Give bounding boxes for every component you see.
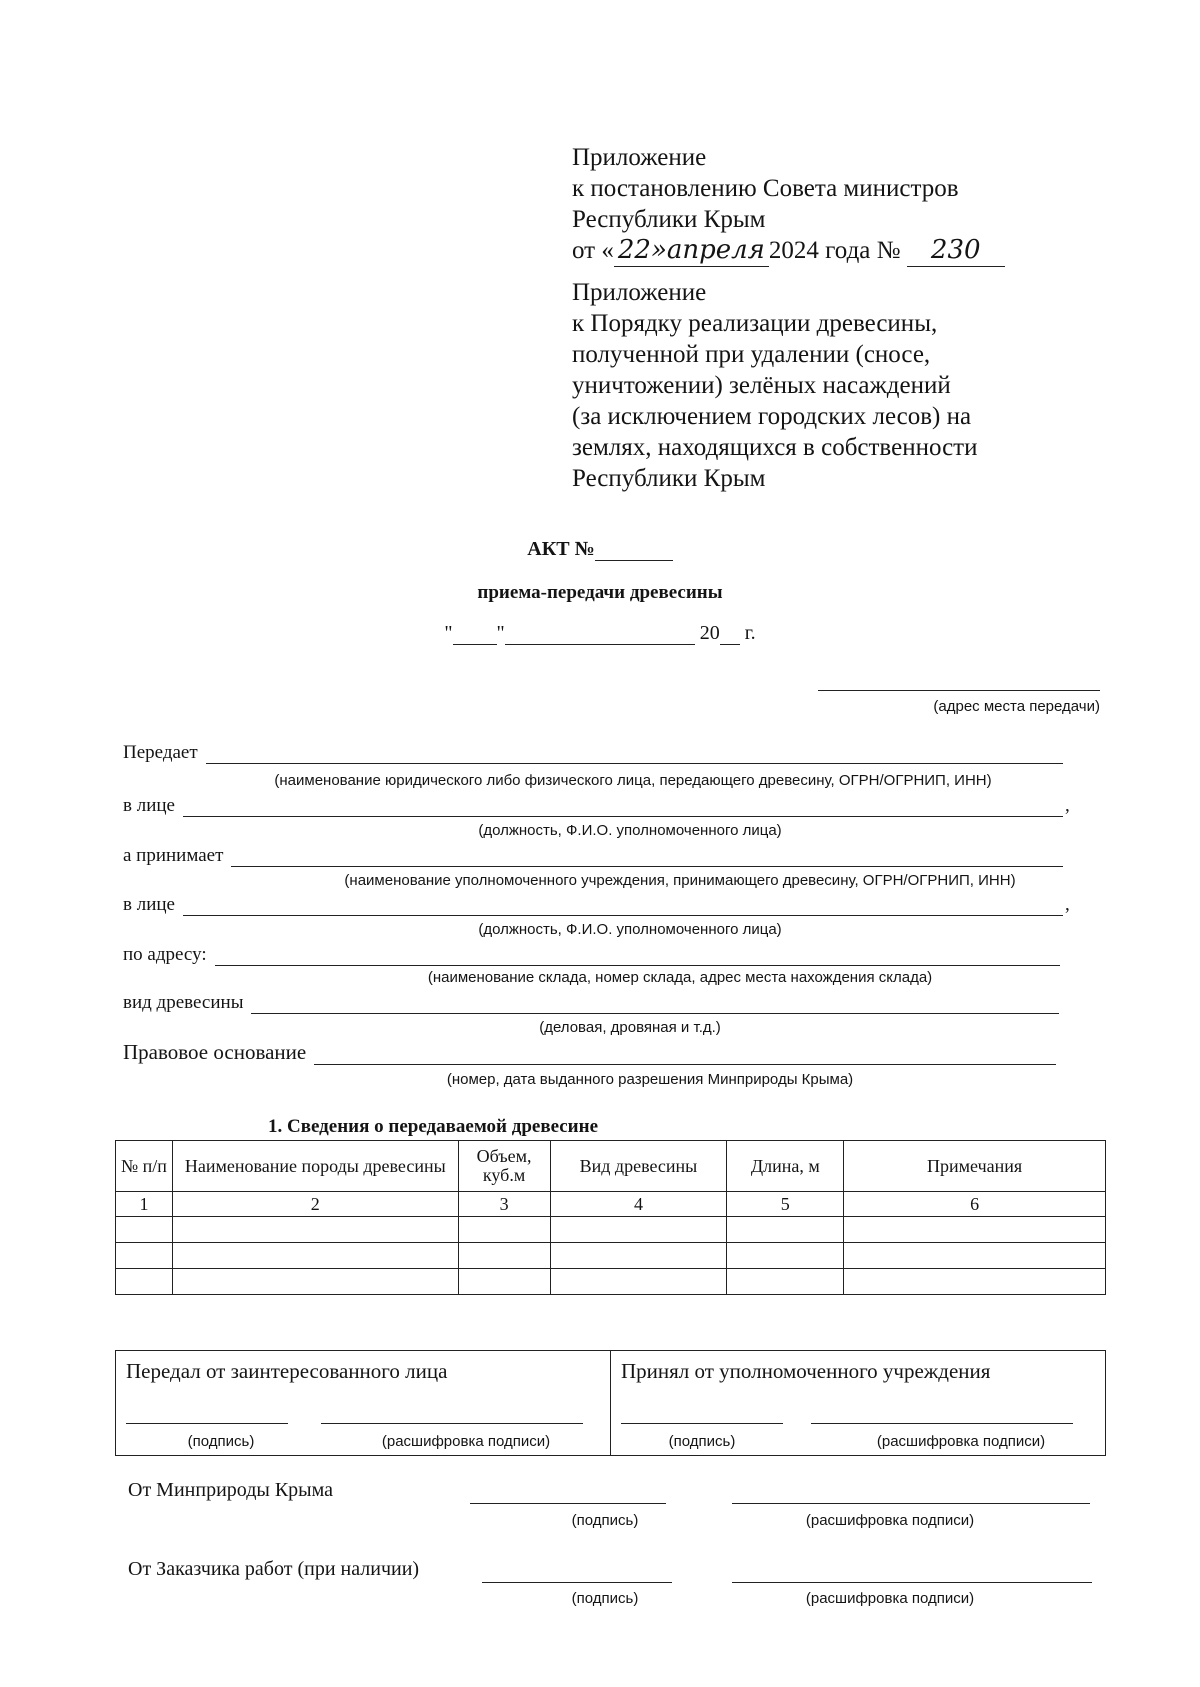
table-cell[interactable]	[116, 1243, 173, 1269]
person2-row: в лице ,	[123, 894, 1070, 915]
address-field[interactable]	[215, 945, 1060, 966]
order-ref-line: (за исключением городских лесов) на	[572, 403, 972, 430]
order-ref-line: Республики Крым	[572, 465, 766, 492]
col-header-volume: Объем, куб.м	[458, 1141, 550, 1192]
handwritten-number: 230	[907, 235, 1005, 267]
transfers-field[interactable]	[206, 743, 1063, 764]
wood-type-caption: (деловая, дровяная и т.д.)	[539, 1019, 721, 1036]
person2-caption: (должность, Ф.И.О. уполномоченного лица)	[478, 921, 782, 938]
person-caption: (должность, Ф.И.О. уполномоченного лица)	[478, 822, 782, 839]
right-sign-field[interactable]	[621, 1423, 783, 1424]
section-title: 1. Сведения о передаваемой древесине	[268, 1116, 599, 1137]
address-caption: (наименование склада, номер склада, адрес места нахождения склада)	[427, 969, 933, 986]
col-number: 2	[172, 1192, 458, 1217]
table-row	[116, 1269, 1106, 1295]
col-number: 6	[844, 1192, 1106, 1217]
col-header-number: № п/п	[116, 1141, 173, 1192]
appendix-region: Республики Крым	[572, 206, 766, 233]
left-decode-field[interactable]	[321, 1423, 583, 1424]
table-cell[interactable]	[458, 1243, 550, 1269]
order-ref-line: полученной при удалении (сносе,	[572, 341, 931, 368]
customer-label: От Заказчика работ (при наличии)	[128, 1558, 420, 1580]
signature-right-column	[610, 1351, 1105, 1455]
ministry-decode-caption: (расшифровка подписи)	[805, 1512, 975, 1529]
appendix-ref: к постановлению Совета министров	[572, 175, 959, 202]
col-number: 1	[116, 1192, 173, 1217]
signature-left-column	[116, 1351, 610, 1455]
table-row	[116, 1243, 1106, 1269]
transfers-caption: (наименование юридического либо физического лица, передающего древесину, ОГРН/ОГРНИП, ИНН)	[274, 772, 992, 789]
date-day-field[interactable]	[453, 644, 497, 645]
col-number: 5	[727, 1192, 844, 1217]
right-decode-caption: (расшифровка подписи)	[876, 1433, 1046, 1450]
legal-basis-row: Правовое основание	[123, 1040, 1056, 1065]
act-title: АКТ №	[0, 538, 1200, 561]
table-cell[interactable]	[550, 1269, 727, 1295]
signature-box	[115, 1350, 1106, 1456]
table-cell[interactable]	[550, 1217, 727, 1243]
act-subtitle: приема-передачи древесины	[477, 582, 723, 603]
address-row: по адресу:	[123, 944, 1060, 966]
person-field[interactable]	[183, 796, 1063, 817]
appendix-label: Приложение	[572, 144, 707, 171]
col-number: 4	[550, 1192, 727, 1217]
ministry-decode-field[interactable]	[732, 1503, 1090, 1504]
table-cell[interactable]	[844, 1243, 1106, 1269]
order-ref-line: к Порядку реализации древесины,	[572, 310, 938, 337]
signature-left-heading: Передал от заинтересованного лица	[126, 1359, 448, 1383]
table-cell[interactable]	[550, 1243, 727, 1269]
transfer-address-field[interactable]	[818, 690, 1100, 691]
table-cell[interactable]	[116, 1269, 173, 1295]
person-row: в лице ,	[123, 795, 1070, 816]
table-row	[116, 1217, 1106, 1243]
act-number-field[interactable]	[595, 560, 673, 561]
table-cell[interactable]	[844, 1269, 1106, 1295]
wood-type-row: вид древесины	[123, 992, 1059, 1014]
col-header-wood-type: Вид древесины	[550, 1141, 727, 1192]
left-sign-caption: (подпись)	[187, 1433, 255, 1450]
handwritten-date: 22»апреля	[614, 235, 769, 267]
table-cell[interactable]	[172, 1269, 458, 1295]
ministry-sign-caption: (подпись)	[571, 1512, 639, 1529]
accepts-caption: (наименование уполномоченного учреждения, принимающего древесину, ОГРН/ОГРНИП, ИНН)	[344, 872, 1016, 889]
left-sign-field[interactable]	[126, 1423, 288, 1424]
legal-basis-caption: (номер, дата выданного разрешения Минприроды Крыма)	[446, 1071, 854, 1088]
customer-sign-caption: (подпись)	[571, 1590, 639, 1607]
signature-right-heading: Принял от уполномоченного учреждения	[621, 1359, 991, 1383]
ministry-label: От Минприроды Крыма	[128, 1479, 333, 1501]
customer-decode-caption: (расшифровка подписи)	[805, 1590, 975, 1607]
wood-type-field[interactable]	[251, 993, 1059, 1014]
appendix-header	[572, 142, 1092, 494]
legal-basis-field[interactable]	[314, 1044, 1056, 1065]
transfer-address-caption: (адрес места передачи)	[933, 698, 1100, 715]
col-header-length: Длина, м	[727, 1141, 844, 1192]
date-month-field[interactable]	[505, 644, 695, 645]
table-cell[interactable]	[116, 1217, 173, 1243]
person2-field[interactable]	[183, 895, 1063, 916]
order-ref-line: уничтожении) зелёных насаждений	[572, 372, 951, 399]
left-decode-caption: (расшифровка подписи)	[381, 1433, 551, 1450]
table-cell[interactable]	[727, 1217, 844, 1243]
table-number-row	[116, 1192, 1106, 1217]
right-decode-field[interactable]	[811, 1423, 1073, 1424]
table-cell[interactable]	[458, 1269, 550, 1295]
date-year-field[interactable]	[720, 644, 740, 645]
col-header-species: Наименование породы древесины	[172, 1141, 458, 1192]
resolution-date-line: от « 22»апреля 2024 года № 230	[572, 235, 1092, 267]
col-number: 3	[458, 1192, 550, 1217]
right-sign-caption: (подпись)	[668, 1433, 736, 1450]
table-cell[interactable]	[458, 1217, 550, 1243]
act-date-line: " " 20 г.	[444, 622, 756, 644]
order-ref-line: землях, находящихся в собственности	[572, 434, 978, 461]
table-cell[interactable]	[172, 1217, 458, 1243]
table-header-row	[116, 1141, 1106, 1192]
transfers-row: Передает	[123, 742, 1063, 764]
table-cell[interactable]	[172, 1243, 458, 1269]
accepts-row: а принимает	[123, 845, 1063, 867]
table-cell[interactable]	[844, 1217, 1106, 1243]
table-cell[interactable]	[727, 1243, 844, 1269]
customer-decode-field[interactable]	[732, 1582, 1092, 1583]
customer-sign-field[interactable]	[482, 1582, 672, 1583]
col-header-notes: Примечания	[844, 1141, 1106, 1192]
accepts-field[interactable]	[231, 846, 1063, 867]
appendix-label-2: Приложение	[572, 279, 707, 306]
ministry-sign-field[interactable]	[470, 1503, 666, 1504]
table-cell[interactable]	[727, 1269, 844, 1295]
wood-table	[115, 1140, 1106, 1295]
